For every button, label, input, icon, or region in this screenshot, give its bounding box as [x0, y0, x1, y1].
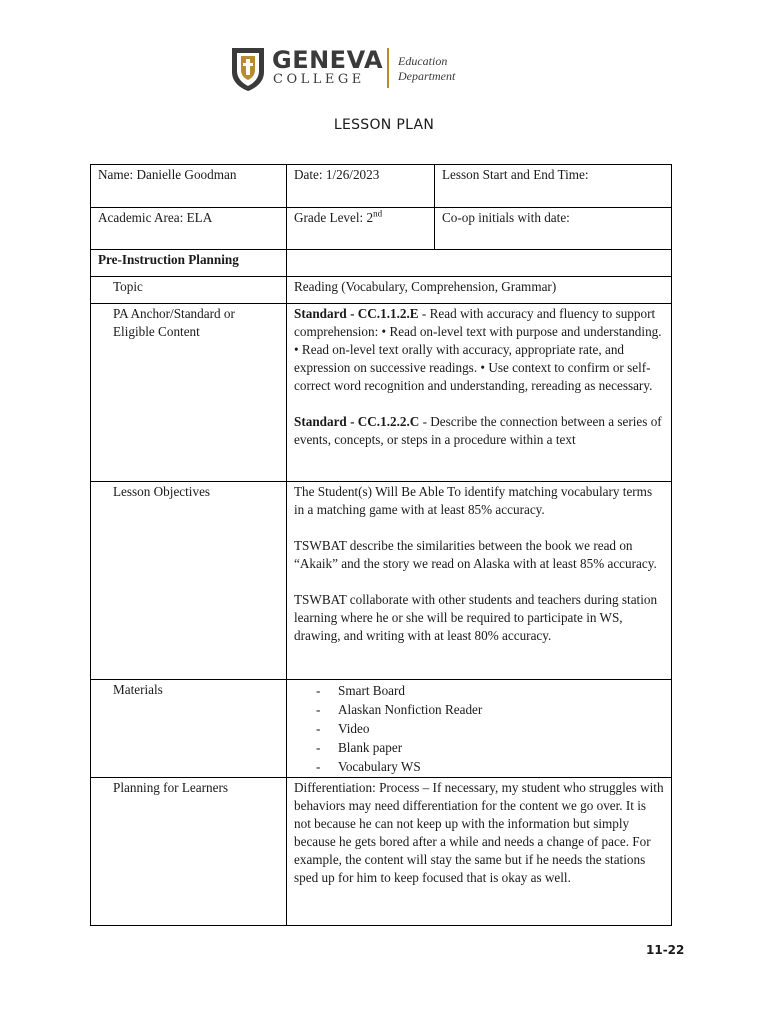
standard-1 — [294, 305, 664, 395]
objectives-content — [287, 482, 672, 680]
logo-subtitle: COLLEGE — [273, 72, 365, 87]
page-number: 11-22 — [646, 943, 685, 957]
materials-content — [287, 680, 672, 778]
list-item: - Smart Board — [314, 681, 664, 700]
standard-2 — [294, 413, 664, 449]
standard-content — [287, 304, 672, 482]
list-item: - Blank paper — [314, 738, 664, 757]
standard-row — [91, 304, 672, 482]
objective-3: TSWBAT collaborate with other students and teachers during station learning where he or she will be required to participate in WS, drawing, and writing with at least 80% accuracy. — [294, 592, 658, 643]
materials-label: Materials — [91, 680, 287, 778]
lesson-time-cell: Lesson Start and End Time: — [435, 165, 672, 208]
coop-initials-cell: Co-op initials with date: — [435, 208, 672, 250]
objective-2: TSWBAT describe the similarities between the book we read on “Akaik” and the story we read on Alaska with at least 85% accuracy. — [294, 538, 657, 571]
topic-label: Topic — [91, 277, 287, 304]
topic-value: Reading (Vocabulary, Comprehension, Grammar) — [287, 277, 672, 304]
grade-level-text: Grade Level: 2 — [294, 210, 374, 225]
objectives-row — [91, 482, 672, 680]
standard-1-text: - Read with accuracy and fluency to support comprehension: • Read on-level text with purpose and understanding. • Read on-level text orally with accuracy, appropriate rate, and expression on successive readings. • Use context to confirm or self-correct word recognition and understanding, rereading as necessary. — [294, 306, 662, 393]
academic-area-cell: Academic Area: ELA — [91, 208, 287, 250]
shield-logo-icon — [230, 46, 266, 92]
standard-label: PA Anchor/Standard or Eligible Content — [91, 304, 287, 482]
pre-instruction-empty — [287, 250, 672, 277]
name-cell: Name: Danielle Goodman — [91, 165, 287, 208]
header-row-1 — [91, 165, 672, 208]
grade-level-cell — [287, 208, 435, 250]
pre-instruction-row — [91, 250, 672, 277]
page-title: LESSON PLAN — [333, 117, 435, 133]
planning-row — [91, 778, 672, 926]
standard-1-code: Standard - CC.1.1.2.E — [294, 306, 419, 321]
materials-list — [294, 681, 664, 776]
logo-dept-line1: Education — [398, 54, 448, 68]
objectives-label: Lesson Objectives — [91, 482, 287, 680]
list-item: - Video — [314, 719, 664, 738]
objective-1: The Student(s) Will Be Able To identify matching vocabulary terms in a matching game with at least 85% accuracy. — [294, 484, 653, 517]
planning-content: Differentiation: Process – If necessary, my student who struggles with behaviors may need differentiation for the content we go over. It is not because he can not keep up with the information but simply because he gets bored after a while and needs a change of pace. For example, the content will stay the same but if he needs the stations sped up for him to keep focused that is okay as well. — [287, 778, 672, 926]
list-item: - Vocabulary WS — [314, 757, 664, 776]
lesson-plan-table — [90, 164, 672, 926]
logo-department — [398, 54, 455, 84]
pre-instruction-heading: Pre-Instruction Planning — [91, 250, 287, 277]
standard-2-text: - Describe the connection between a series of events, concepts, or steps in a procedure within a text — [294, 414, 662, 447]
logo-dept-line2: Department — [398, 69, 456, 83]
geneva-college-logo — [230, 44, 476, 94]
standard-2-code: Standard - CC.1.2.2.C — [294, 414, 420, 429]
logo-divider — [387, 48, 389, 88]
list-item: - Alaskan Nonfiction Reader — [314, 700, 664, 719]
planning-label: Planning for Learners — [91, 778, 287, 926]
topic-row — [91, 277, 672, 304]
logo-wordmark: GENEVA — [272, 46, 384, 74]
header-row-2 — [91, 208, 672, 250]
materials-row — [91, 680, 672, 778]
grade-level-suffix: nd — [373, 208, 383, 219]
date-cell: Date: 1/26/2023 — [287, 165, 435, 208]
